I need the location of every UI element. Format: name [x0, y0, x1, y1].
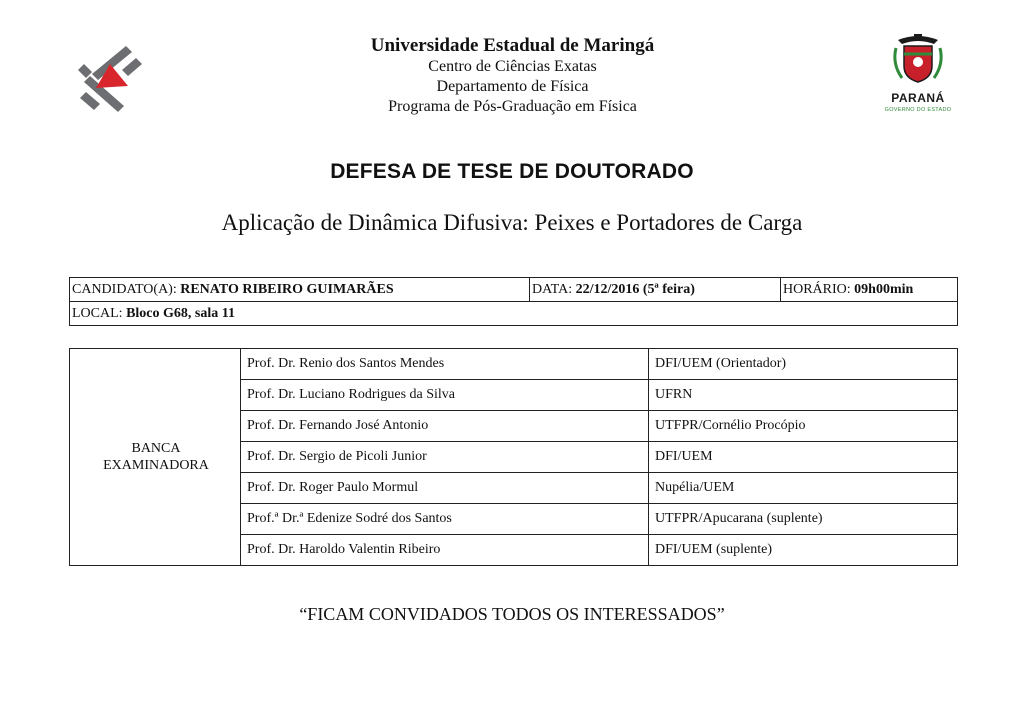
program-name: Programa de Pós-Graduação em Física [388, 98, 637, 115]
thesis-title: Aplicação de Dinâmica Difusiva: Peixes e Portadores de Carga [221, 210, 803, 235]
banca-label-line1: BANCA [131, 441, 181, 456]
parana-name: PARANÁ [891, 91, 945, 105]
member-affiliation: Nupélia/UEM [649, 473, 958, 504]
page-title: DEFESA DE TESE DE DOUTORADO [330, 160, 694, 183]
department-name: Departamento de Física [436, 78, 589, 95]
university-name: Universidade Estadual de Maringá [370, 35, 655, 56]
parana-subtitle: GOVERNO DO ESTADO [884, 107, 952, 113]
time-value: 09h00min [854, 281, 914, 297]
uem-logo [70, 40, 146, 116]
time-cell [781, 278, 958, 302]
member-affiliation: UTFPR/Apucarana (suplente) [649, 504, 958, 535]
member-affiliation: DFI/UEM (suplente) [649, 535, 958, 566]
info-table [69, 277, 958, 326]
member-name: Prof. Dr. Renio dos Santos Mendes [241, 349, 649, 380]
member-name: Prof. Dr. Sergio de Picoli Junior [241, 442, 649, 473]
banca-table [69, 348, 958, 566]
member-affiliation: DFI/UEM [649, 442, 958, 473]
candidate-value: RENATO RIBEIRO GUIMARÃES [180, 281, 394, 297]
header [300, 35, 725, 117]
candidate-cell [70, 278, 530, 302]
local-label: LOCAL: [72, 305, 127, 321]
time-label: HORÁRIO: [783, 281, 855, 297]
date-cell [530, 278, 781, 302]
member-name: Prof. Dr. Haroldo Valentin Ribeiro [241, 535, 649, 566]
local-cell [70, 302, 958, 326]
parana-logo [878, 32, 958, 122]
member-name: Prof. Dr. Roger Paulo Mormul [241, 473, 649, 504]
local-value: Bloco G68, sala 11 [126, 305, 235, 321]
parana-coat-of-arms-icon [888, 32, 948, 88]
member-name: Prof. Dr. Luciano Rodrigues da Silva [241, 380, 649, 411]
table-row [70, 349, 958, 380]
info-row-candidate [70, 278, 958, 302]
member-name: Prof.ª Dr.ª Edenize Sodré dos Santos [241, 504, 649, 535]
member-name: Prof. Dr. Fernando José Antonio [241, 411, 649, 442]
candidate-label: CANDIDATO(A): [72, 281, 181, 297]
member-affiliation: DFI/UEM (Orientador) [649, 349, 958, 380]
date-value: 22/12/2016 (5ª feira) [575, 281, 695, 297]
banca-label [70, 349, 241, 566]
member-affiliation: UTFPR/Cornélio Procópio [649, 411, 958, 442]
member-affiliation: UFRN [649, 380, 958, 411]
date-label: DATA: [532, 281, 576, 297]
invitation-footer: “FICAM CONVIDADOS TODOS OS INTERESSADOS” [299, 604, 725, 624]
uem-logo-icon [70, 40, 146, 116]
info-row-local [70, 302, 958, 326]
center-name: Centro de Ciências Exatas [428, 58, 597, 75]
banca-label-line2: EXAMINADORA [103, 458, 209, 473]
